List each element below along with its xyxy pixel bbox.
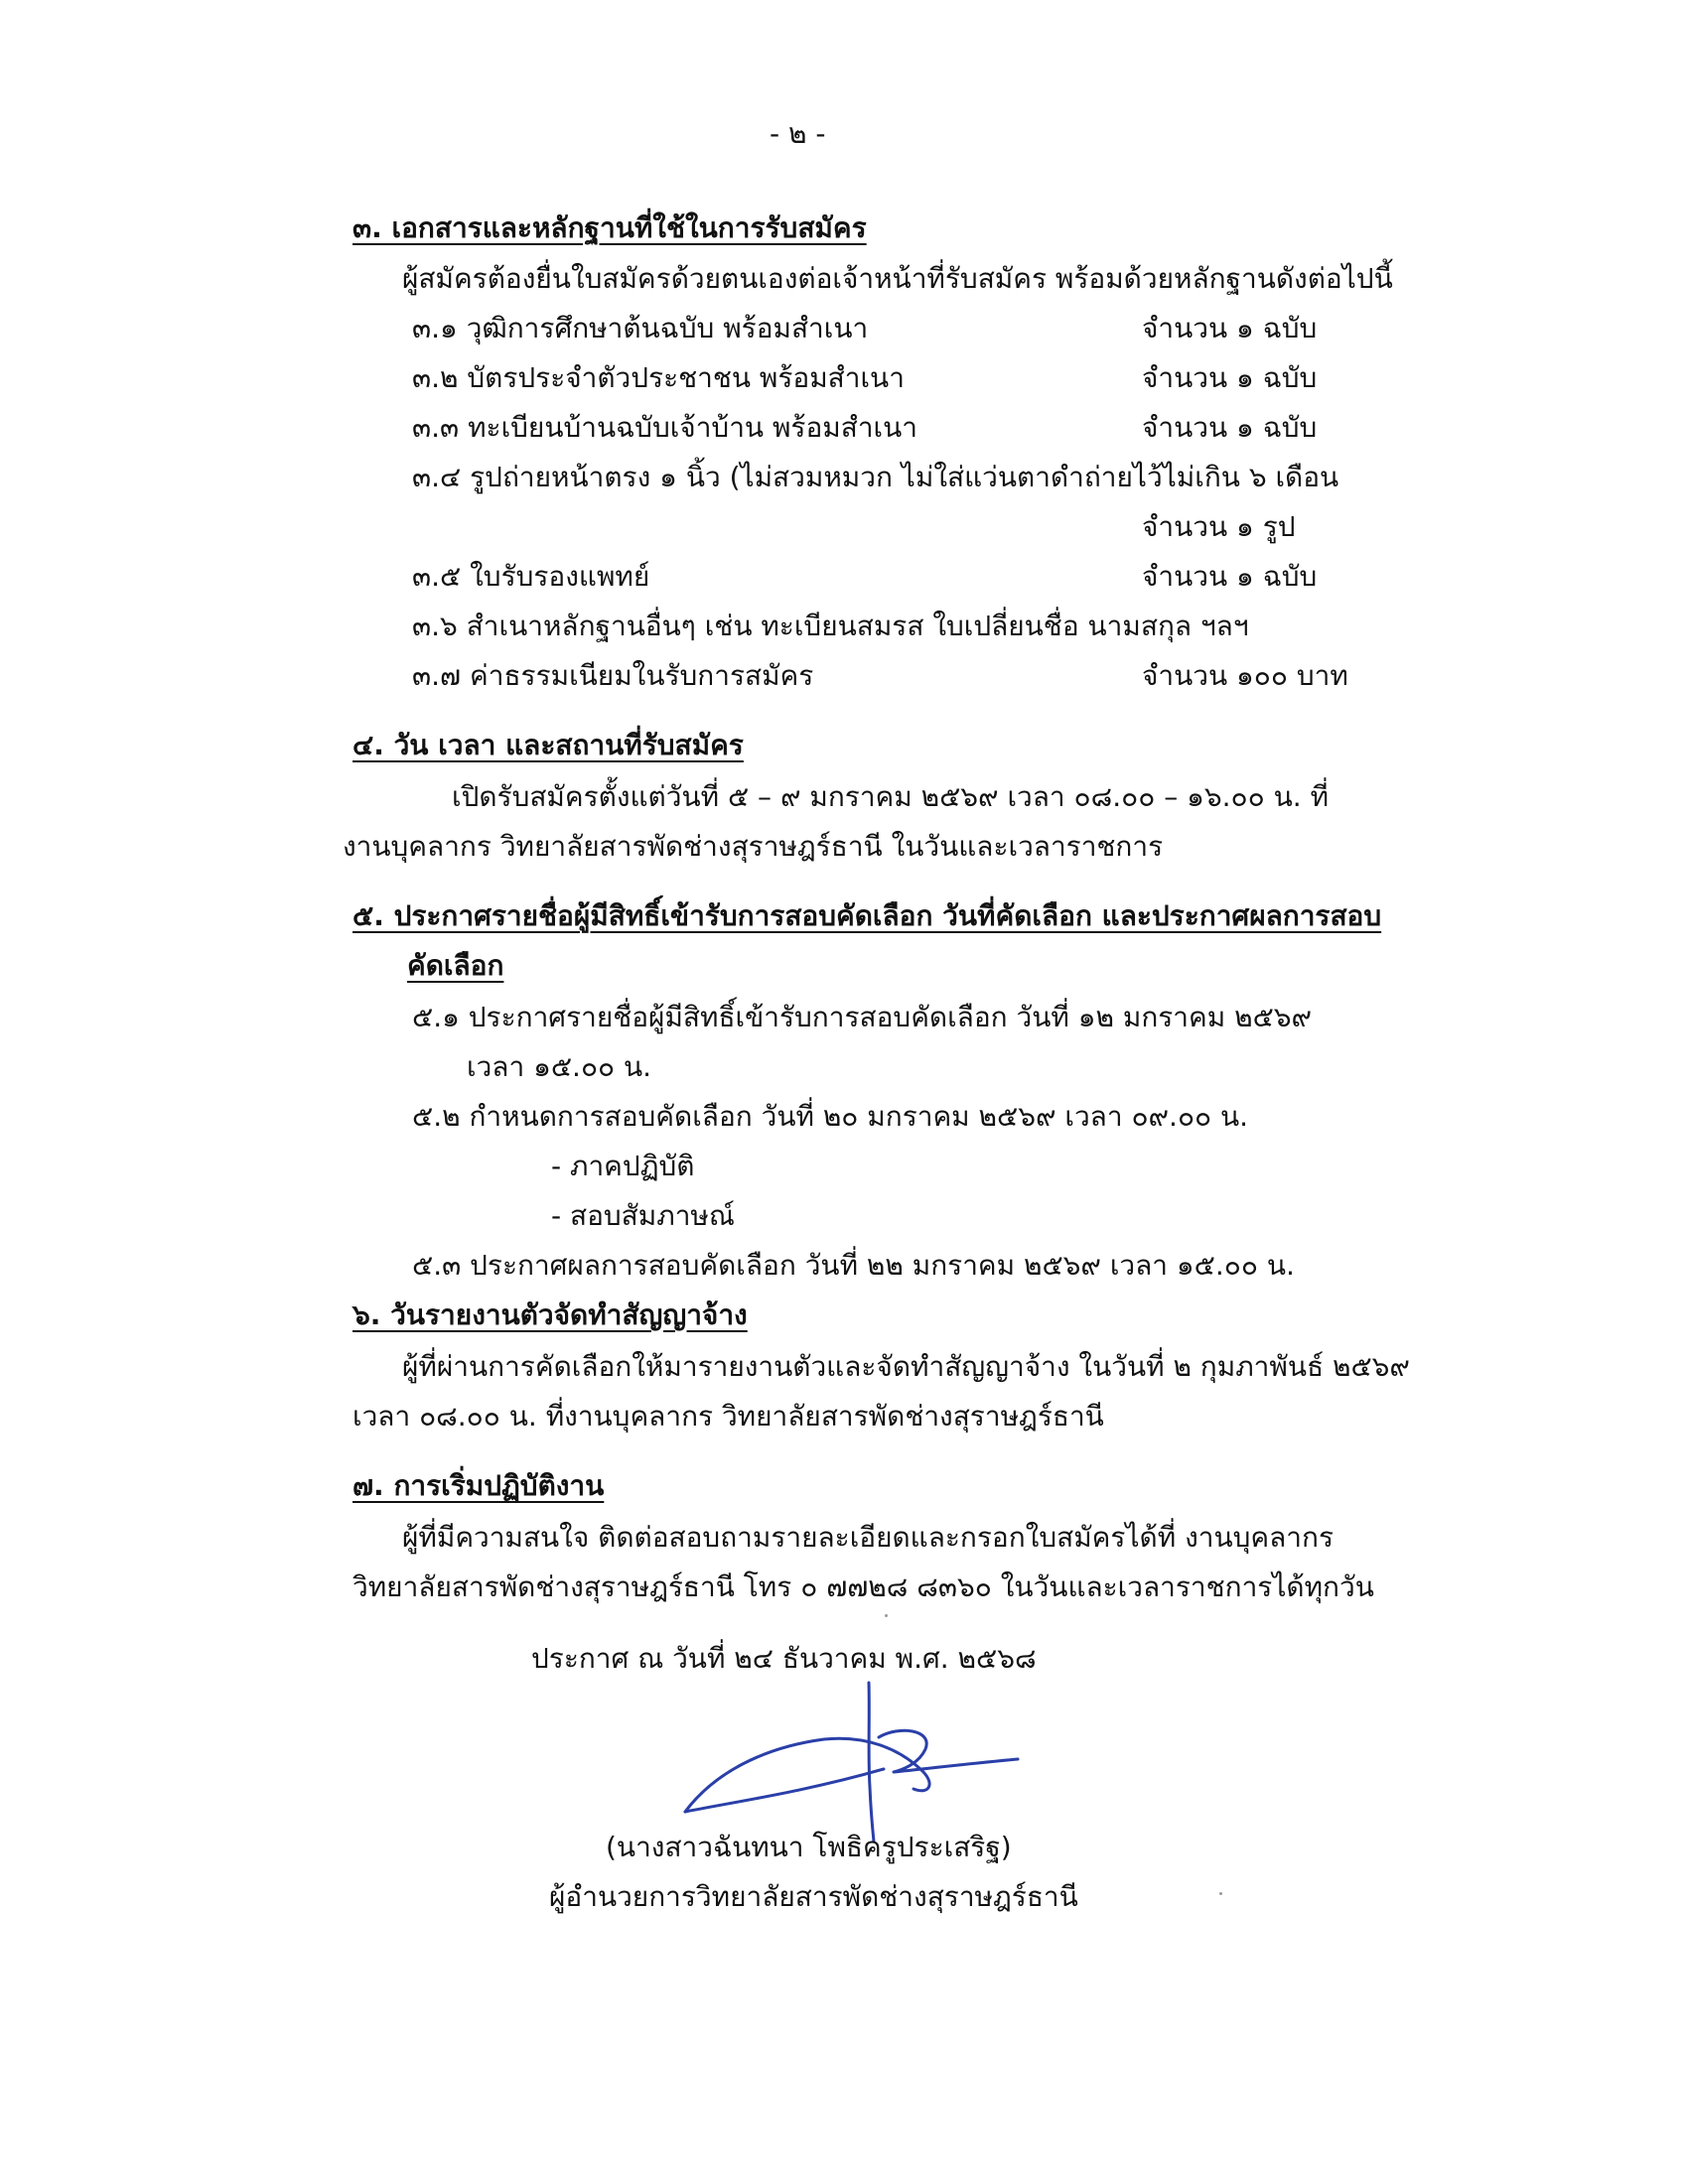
item-amount: จำนวน ๑ ฉบับ xyxy=(1142,361,1318,394)
section-6-heading: ๖. วันรายงานตัวจัดทำสัญญาจ้าง xyxy=(352,1298,748,1331)
section-5-item: ๕.๒ กำหนดการสอบคัดเลือก วันที่ ๒๐ มกราคม ๒๕๖๙ เวลา ๐๙.๐๐ น. xyxy=(412,1100,1249,1133)
item-amount: จำนวน ๑ รูป xyxy=(1142,510,1296,543)
section-5-subitem: - สอบสัมภาษณ์ xyxy=(551,1199,735,1232)
section-4-text: งานบุคลากร วิทยาลัยสารพัดช่างสุราษฎร์ธานี ในวันและเวลาราชการ xyxy=(343,830,1164,863)
section-5-subitem: - ภาคปฏิบัติ xyxy=(551,1150,695,1182)
scan-speck xyxy=(885,1614,888,1617)
section-4-heading: ๔. วัน เวลา และสถานที่รับสมัคร xyxy=(352,729,744,761)
section-7-text: วิทยาลัยสารพัดช่างสุราษฎร์ธานี โทร ๐ ๗๗๒๘ ๘๓๖๐ ในวันและเวลาราชการได้ทุกวัน xyxy=(352,1570,1374,1603)
section-5-item: ๕.๑ ประกาศรายชื่อผู้มีสิทธิ์เข้ารับการสอบคัดเลือก วันที่ ๑๒ มกราคม ๒๕๖๙ xyxy=(412,1001,1313,1033)
signer-title: ผู้อำนวยการวิทยาลัยสารพัดช่างสุราษฎร์ธานี xyxy=(549,1880,1078,1913)
signer-name: (นางสาวฉันทนา โพธิครูประเสริฐ) xyxy=(606,1831,1012,1863)
list-item: ๓.๒ บัตรประจำตัวประชาชน พร้อมสำเนา xyxy=(412,361,905,394)
scan-speck xyxy=(1219,1892,1222,1895)
section-3-intro: ผู้สมัครต้องยื่นใบสมัครด้วยตนเองต่อเจ้าหน้าที่รับสมัคร พร้อมด้วยหลักฐานดังต่อไปนี้ xyxy=(402,262,1393,295)
section-7-text: ผู้ที่มีความสนใจ ติดต่อสอบถามรายละเอียดและกรอกใบสมัครได้ที่ งานบุคลากร xyxy=(402,1521,1334,1554)
section-5-heading: ๕. ประกาศรายชื่อผู้มีสิทธิ์เข้ารับการสอบคัดเลือก วันที่คัดเลือก และประกาศผลการสอบ xyxy=(352,899,1382,932)
item-amount: จำนวน ๑ ฉบับ xyxy=(1142,312,1318,344)
item-amount: จำนวน ๑ ฉบับ xyxy=(1142,411,1318,444)
section-6-text: ผู้ที่ผ่านการคัดเลือกให้มารายงานตัวและจัดทำสัญญาจ้าง ในวันที่ ๒ กุมภาพันธ์ ๒๕๖๙ xyxy=(402,1350,1410,1383)
page-number: - ๒ - xyxy=(770,117,826,150)
list-item: ๓.๓ ทะเบียนบ้านฉบับเจ้าบ้าน พร้อมสำเนา xyxy=(412,411,917,444)
item-amount: จำนวน ๑๐๐ บาท xyxy=(1142,659,1348,692)
section-4-text: เปิดรับสมัครตั้งแต่วันที่ ๕ – ๙ มกราคม ๒๕๖๙ เวลา ๐๘.๐๐ – ๑๖.๐๐ น. ที่ xyxy=(452,780,1330,813)
section-7-heading: ๗. การเริ่มปฏิบัติงาน xyxy=(352,1469,605,1502)
list-item: ๓.๕ ใบรับรองแพทย์ xyxy=(412,560,650,593)
section-5-item-cont: เวลา ๑๕.๐๐ น. xyxy=(467,1050,652,1083)
section-5-heading-cont: คัดเลือก xyxy=(407,949,504,982)
section-5-item: ๕.๓ ประกาศผลการสอบคัดเลือก วันที่ ๒๒ มกราคม ๒๕๖๙ เวลา ๑๕.๐๐ น. xyxy=(412,1249,1295,1282)
list-item: ๓.๔ รูปถ่ายหน้าตรง ๑ นิ้ว (ไม่สวมหมวก ไม่ใส่แว่นตาดำถ่ายไว้ไม่เกิน ๖ เดือน xyxy=(412,461,1339,493)
signature-image xyxy=(675,1678,1033,1846)
list-item: ๓.๖ สำเนาหลักฐานอื่นๆ เช่น ทะเบียนสมรส ใบเปลี่ยนชื่อ นามสกุล ฯลฯ xyxy=(412,610,1249,642)
announcement-date: ประกาศ ณ วันที่ ๒๔ ธันวาคม พ.ศ. ๒๕๖๘ xyxy=(531,1642,1037,1675)
section-6-text: เวลา ๐๘.๐๐ น. ที่งานบุคลากร วิทยาลัยสารพัดช่างสุราษฎร์ธานี xyxy=(352,1400,1104,1433)
item-amount: จำนวน ๑ ฉบับ xyxy=(1142,560,1318,593)
list-item: ๓.๑ วุฒิการศึกษาต้นฉบับ พร้อมสำเนา xyxy=(412,312,869,344)
list-item: ๓.๗ ค่าธรรมเนียมในรับการสมัคร xyxy=(412,659,814,692)
section-3-heading: ๓. เอกสารและหลักฐานที่ใช้ในการรับสมัคร xyxy=(352,211,867,244)
